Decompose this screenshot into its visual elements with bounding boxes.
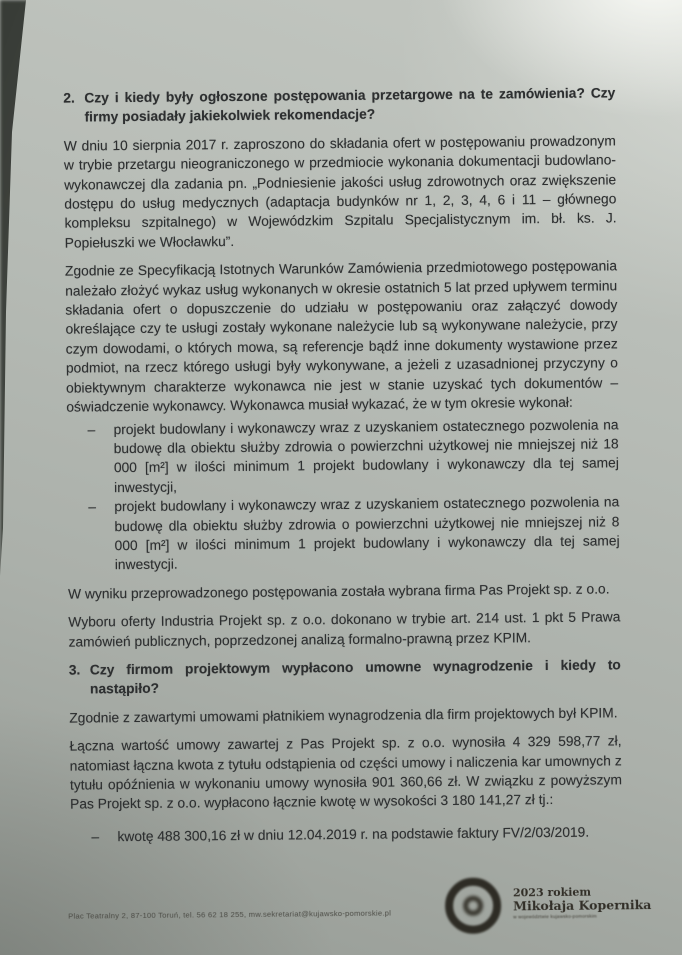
stamp-line-1: 2023 rokiem <box>512 885 592 900</box>
paragraph-selection: Wyboru oferty Industria Projekt sp. z o.o. dokonano w trybie art. 214 ust. 1 pkt 5 Prawa zamówień publicznych, poprzedzonej analizą formalno-prawną przez KPIM. <box>68 609 621 650</box>
payment-item-1-text: kwotę 488 300,16 zł w dniu 12.04.2019 r. na podstawie faktury FV/2/03/2019. <box>117 824 590 844</box>
dash-bullet: – <box>91 829 100 845</box>
paragraph-siwz: Zgodnie ze Specyfikacją Istotnych Warunków Zamówienia przedmiotowego postępowania należało złożyć wykaz usług wykonanych w okresie ostatnich 5 lat przed upływem terminu składania ofert o dopuszczenie do udziału w postępowaniu oraz załączyć dowody określające czy te usługi zostały wykonane należycie lub są wykonywane należycie, przy czym dowodami, o których mowa, są referencje bądź inne dokumenty wystawione przez podmiot, na rzecz którego usługi były wykonywane, a jeżeli z uzasadnionej przyczyny o obiektywnym charakterze wykonawca nie jest w stanie uzyskać tych dokumentów – oświadczenie wykonawcy. Wykonawca musiał wykazać, że w tym okresie wykonał: <box>64 258 619 415</box>
dash-bullet: – <box>88 499 97 515</box>
question-3-heading <box>69 655 621 699</box>
letter-body <box>63 83 622 855</box>
payments-list <box>70 822 622 847</box>
stamp-text <box>513 876 652 933</box>
question-2-heading <box>63 83 615 127</box>
paragraph-payer: Zgodnie z zawartymi umowami płatnikiem wynagrodzenia dla firm projektowych był KPIM. <box>69 705 618 726</box>
stamp-line-3: w województwie kujawsko-pomorskim <box>513 913 597 920</box>
paragraph-result: W wyniku przeprowadzonego postępowania została wybrana firma Pas Projekt sp. z o.o. <box>68 581 610 602</box>
dash-bullet: – <box>87 421 96 437</box>
requirement-item-1 <box>66 415 619 498</box>
stamp-circle-icon <box>445 877 502 934</box>
paragraph-amounts: Łączna wartość umowy zawartej z Pas Projekt sp. z o.o. wynosiła 4 329 598,77 zł, natomiast łączna kwota z tytułu odstąpienia od części umowy i naliczenia kar umownych z tytułu opóźnienia w wykonaniu umowy wynosiła 901 360,66 zł. W związku z powyższym Pas Projekt sp. z o.o. wypłacono łącznie kwotę w wysokości 3 180 141,27 zł tj.: <box>69 733 622 813</box>
requirement-item-1-text: projekt budowlany i wykonawczy wraz z uzyskaniem ostatecznego pozwolenia na budowę dla obiektu służby zdrowia o powierzchni użytkowej nie mniejszej niż 18 000 [m²] w ilości minimum 1 projekt budowlany i wykonawczy dla tej samej inwestycji, <box>113 416 619 495</box>
footer-contact-line: Plac Teatralny 2, 87-100 Toruń, tel. 56 62 18 255, mw.sekretariat@kujawsko-pomorskie.pl <box>68 908 392 921</box>
paragraph-invitation: W dniu 10 sierpnia 2017 r. zaproszono do składania ofert w postępowaniu prowadzonym w trybie przetargu nieograniczonego w przedmiocie wykonania dokumentacji budowlano-wykonawczej dla zadania pn. „Podniesienie jakości usług zdrowotnych oraz zwiększenie dostępu do usług medycznych (adaptacja budynków nr 1, 2, 3, 4, 6 i 11 – głównego kompleksu szpitalnego) w Wojewódzkim Szpitalu Specjalistycznym im. bł. ks. J. Popiełuszki we Włocławku”. <box>63 133 617 251</box>
copernicus-anniversary-stamp <box>445 876 652 934</box>
question-2-number: 2. <box>63 90 75 106</box>
payment-item-1 <box>70 822 622 847</box>
requirements-list <box>66 415 619 576</box>
requirement-item-2-text: projekt budowlany i wykonawczy wraz z uzyskaniem ostatecznego pozwolenia na budowę dla obiektu służby zdrowia o powierzchni użytkowej nie mniejszej niż 8 000 [m²] w ilości minimum 1 projekt budowlany i wykonawczy dla tej samej inwestycji. <box>114 494 620 573</box>
question-3-text: Czy firmom projektowym wypłacono umowne wynagrodzenie i kiedy to nastąpiło? <box>89 657 621 697</box>
stamp-line-2: Mikołaja Kopernika <box>513 897 652 914</box>
stamp-circle-inner-icon <box>463 896 483 916</box>
requirement-item-2 <box>67 492 620 575</box>
question-2-text: Czy i kiedy były ogłoszone postępowania przetargowe na te zamówienia? Czy firmy posiadały jakiekolwiek rekomendacje? <box>84 85 616 125</box>
question-3-number: 3. <box>68 662 81 678</box>
